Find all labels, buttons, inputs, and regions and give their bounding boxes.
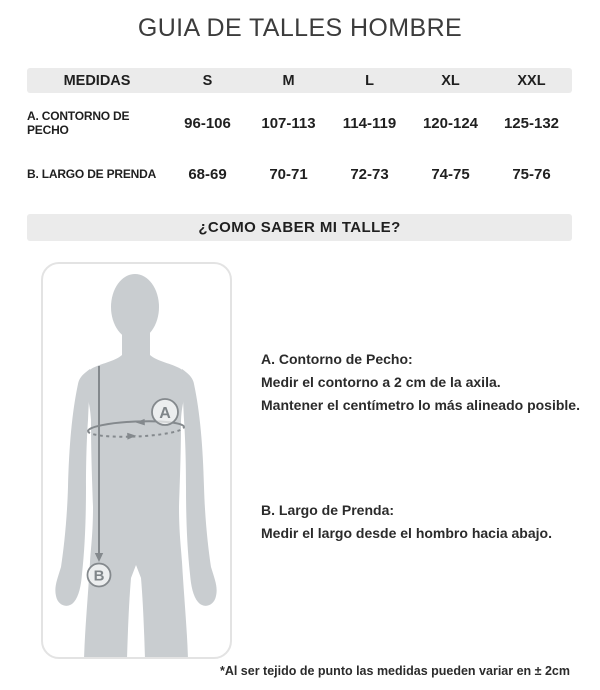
marker-b-circle xyxy=(88,564,111,587)
size-table xyxy=(27,68,572,185)
instruction-length xyxy=(261,499,591,545)
instruction-length-line-1: Medir el largo desde el hombro hacia abajo. xyxy=(261,525,552,541)
instruction-chest-line-2: Mantener el centímetro lo más alineado posible. xyxy=(261,397,580,413)
row-label-length: B. LARGO DE PRENDA xyxy=(27,167,157,181)
section-title-bar xyxy=(27,214,572,241)
body-silhouette-svg xyxy=(41,262,232,659)
page-title: GUIA DE TALLES HOMBRE xyxy=(137,14,463,42)
length-value-xl: 74-75 xyxy=(431,165,470,183)
footnote: *Al ser tejido de punto las medidas pueden variar en ± 2cm xyxy=(219,664,570,678)
row-label-chest: A. CONTORNO DE PECHO xyxy=(27,109,130,137)
marker-a-label: A xyxy=(159,405,171,422)
column-header-medidas: MEDIDAS xyxy=(63,72,131,89)
column-header-xxl: XXL xyxy=(517,72,546,89)
instruction-chest xyxy=(261,348,591,417)
body-measurement-diagram xyxy=(41,262,232,659)
chest-value-xl: 120-124 xyxy=(422,114,479,132)
chest-value-m: 107-113 xyxy=(261,114,316,132)
chest-value-s: 96-106 xyxy=(184,114,231,132)
column-header-m: M xyxy=(282,72,295,89)
length-value-xxl: 75-76 xyxy=(512,165,551,183)
column-header-s: S xyxy=(202,72,213,89)
instruction-length-heading: B. Largo de Prenda: xyxy=(261,502,395,518)
chest-value-xxl: 125-132 xyxy=(503,114,560,132)
size-table-header-row xyxy=(27,68,572,93)
table-row-length xyxy=(27,163,572,185)
length-value-l: 72-73 xyxy=(350,165,389,183)
marker-b-label: B xyxy=(93,567,105,585)
chest-value-l: 114-119 xyxy=(342,114,397,132)
instruction-chest-line-1: Medir el contorno a 2 cm de la axila. xyxy=(261,374,501,390)
length-value-m: 70-71 xyxy=(269,165,308,183)
marker-a-circle xyxy=(152,399,178,425)
length-value-s: 68-69 xyxy=(188,165,227,183)
section-title: ¿COMO SABER MI TALLE? xyxy=(198,219,401,236)
column-header-xl: XL xyxy=(441,72,460,89)
male-body-silhouette xyxy=(55,274,216,659)
instruction-chest-heading: A. Contorno de Pecho: xyxy=(261,351,413,367)
column-header-l: L xyxy=(365,72,374,89)
table-row-chest xyxy=(27,109,572,137)
